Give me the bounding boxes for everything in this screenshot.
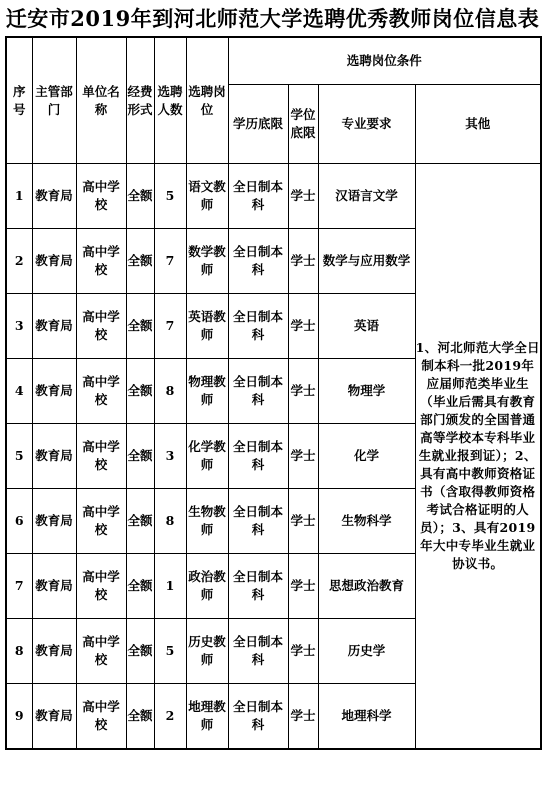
cell-position: 生物教师 bbox=[186, 489, 228, 554]
cell-major: 地理科学 bbox=[318, 684, 415, 750]
cell-major: 历史学 bbox=[318, 619, 415, 684]
cell-count: 5 bbox=[154, 164, 186, 229]
document-title: 迁安市2019年到河北师范大学选聘优秀教师岗位信息表 bbox=[5, 6, 540, 31]
cell-funding: 全额 bbox=[126, 619, 154, 684]
header-position: 选聘岗位 bbox=[186, 37, 228, 164]
cell-degree: 学士 bbox=[288, 164, 318, 229]
cell-education: 全日制本科 bbox=[228, 489, 288, 554]
cell-major: 物理学 bbox=[318, 359, 415, 424]
cell-other-requirements: 1、河北师范大学全日制本科一批2019年应届师范类毕业生（毕业后需具有教育部门颁发的全国普通高等学校本专科毕业生就业报到证）；2、具有高中教师资格证书（含取得教师资格考试合格证明的人员）；3、具有2019年大中专毕业生就业协议书。 bbox=[415, 164, 541, 750]
cell-position: 英语教师 bbox=[186, 294, 228, 359]
cell-count: 8 bbox=[154, 489, 186, 554]
cell-degree: 学士 bbox=[288, 684, 318, 750]
cell-major: 数学与应用数学 bbox=[318, 229, 415, 294]
cell-index: 8 bbox=[6, 619, 32, 684]
table-row bbox=[6, 164, 541, 229]
header-other: 其他 bbox=[415, 85, 541, 164]
cell-degree: 学士 bbox=[288, 229, 318, 294]
header-degree: 学位底限 bbox=[288, 85, 318, 164]
cell-major: 化学 bbox=[318, 424, 415, 489]
cell-funding: 全额 bbox=[126, 554, 154, 619]
cell-index: 5 bbox=[6, 424, 32, 489]
cell-funding: 全额 bbox=[126, 164, 154, 229]
cell-degree: 学士 bbox=[288, 554, 318, 619]
header-dept: 主管部门 bbox=[32, 37, 76, 164]
cell-count: 1 bbox=[154, 554, 186, 619]
cell-index: 6 bbox=[6, 489, 32, 554]
cell-index: 9 bbox=[6, 684, 32, 750]
cell-unit: 高中学校 bbox=[76, 359, 126, 424]
cell-position: 地理教师 bbox=[186, 684, 228, 750]
cell-unit: 高中学校 bbox=[76, 164, 126, 229]
cell-count: 3 bbox=[154, 424, 186, 489]
cell-index: 4 bbox=[6, 359, 32, 424]
cell-dept: 教育局 bbox=[32, 229, 76, 294]
cell-education: 全日制本科 bbox=[228, 359, 288, 424]
cell-major: 汉语言文学 bbox=[318, 164, 415, 229]
cell-dept: 教育局 bbox=[32, 554, 76, 619]
cell-dept: 教育局 bbox=[32, 684, 76, 750]
header-education: 学历底限 bbox=[228, 85, 288, 164]
cell-major: 生物科学 bbox=[318, 489, 415, 554]
cell-funding: 全额 bbox=[126, 489, 154, 554]
header-index: 序号 bbox=[6, 37, 32, 164]
cell-unit: 高中学校 bbox=[76, 294, 126, 359]
cell-degree: 学士 bbox=[288, 489, 318, 554]
cell-dept: 教育局 bbox=[32, 294, 76, 359]
cell-position: 政治教师 bbox=[186, 554, 228, 619]
positions-table bbox=[5, 36, 542, 750]
cell-count: 2 bbox=[154, 684, 186, 750]
cell-position: 历史教师 bbox=[186, 619, 228, 684]
header-conditions: 选聘岗位条件 bbox=[228, 37, 541, 85]
cell-funding: 全额 bbox=[126, 684, 154, 750]
cell-position: 数学教师 bbox=[186, 229, 228, 294]
cell-unit: 高中学校 bbox=[76, 619, 126, 684]
cell-index: 2 bbox=[6, 229, 32, 294]
cell-index: 3 bbox=[6, 294, 32, 359]
cell-dept: 教育局 bbox=[32, 164, 76, 229]
cell-degree: 学士 bbox=[288, 619, 318, 684]
cell-dept: 教育局 bbox=[32, 619, 76, 684]
cell-education: 全日制本科 bbox=[228, 424, 288, 489]
cell-dept: 教育局 bbox=[32, 489, 76, 554]
cell-dept: 教育局 bbox=[32, 359, 76, 424]
cell-education: 全日制本科 bbox=[228, 164, 288, 229]
cell-count: 5 bbox=[154, 619, 186, 684]
cell-major: 英语 bbox=[318, 294, 415, 359]
cell-unit: 高中学校 bbox=[76, 424, 126, 489]
cell-funding: 全额 bbox=[126, 294, 154, 359]
cell-education: 全日制本科 bbox=[228, 684, 288, 750]
cell-unit: 高中学校 bbox=[76, 489, 126, 554]
cell-degree: 学士 bbox=[288, 294, 318, 359]
cell-index: 7 bbox=[6, 554, 32, 619]
cell-index: 1 bbox=[6, 164, 32, 229]
cell-education: 全日制本科 bbox=[228, 294, 288, 359]
cell-major: 思想政治教育 bbox=[318, 554, 415, 619]
cell-count: 7 bbox=[154, 294, 186, 359]
header-funding: 经费形式 bbox=[126, 37, 154, 164]
cell-position: 物理教师 bbox=[186, 359, 228, 424]
cell-unit: 高中学校 bbox=[76, 684, 126, 750]
cell-unit: 高中学校 bbox=[76, 229, 126, 294]
header-unit: 单位名称 bbox=[76, 37, 126, 164]
header-major: 专业要求 bbox=[318, 85, 415, 164]
header-count: 选聘人数 bbox=[154, 37, 186, 164]
cell-count: 8 bbox=[154, 359, 186, 424]
cell-education: 全日制本科 bbox=[228, 554, 288, 619]
cell-unit: 高中学校 bbox=[76, 554, 126, 619]
cell-education: 全日制本科 bbox=[228, 619, 288, 684]
cell-education: 全日制本科 bbox=[228, 229, 288, 294]
cell-degree: 学士 bbox=[288, 424, 318, 489]
cell-funding: 全额 bbox=[126, 424, 154, 489]
cell-position: 语文教师 bbox=[186, 164, 228, 229]
cell-dept: 教育局 bbox=[32, 424, 76, 489]
cell-funding: 全额 bbox=[126, 359, 154, 424]
cell-degree: 学士 bbox=[288, 359, 318, 424]
cell-position: 化学教师 bbox=[186, 424, 228, 489]
cell-funding: 全额 bbox=[126, 229, 154, 294]
cell-count: 7 bbox=[154, 229, 186, 294]
